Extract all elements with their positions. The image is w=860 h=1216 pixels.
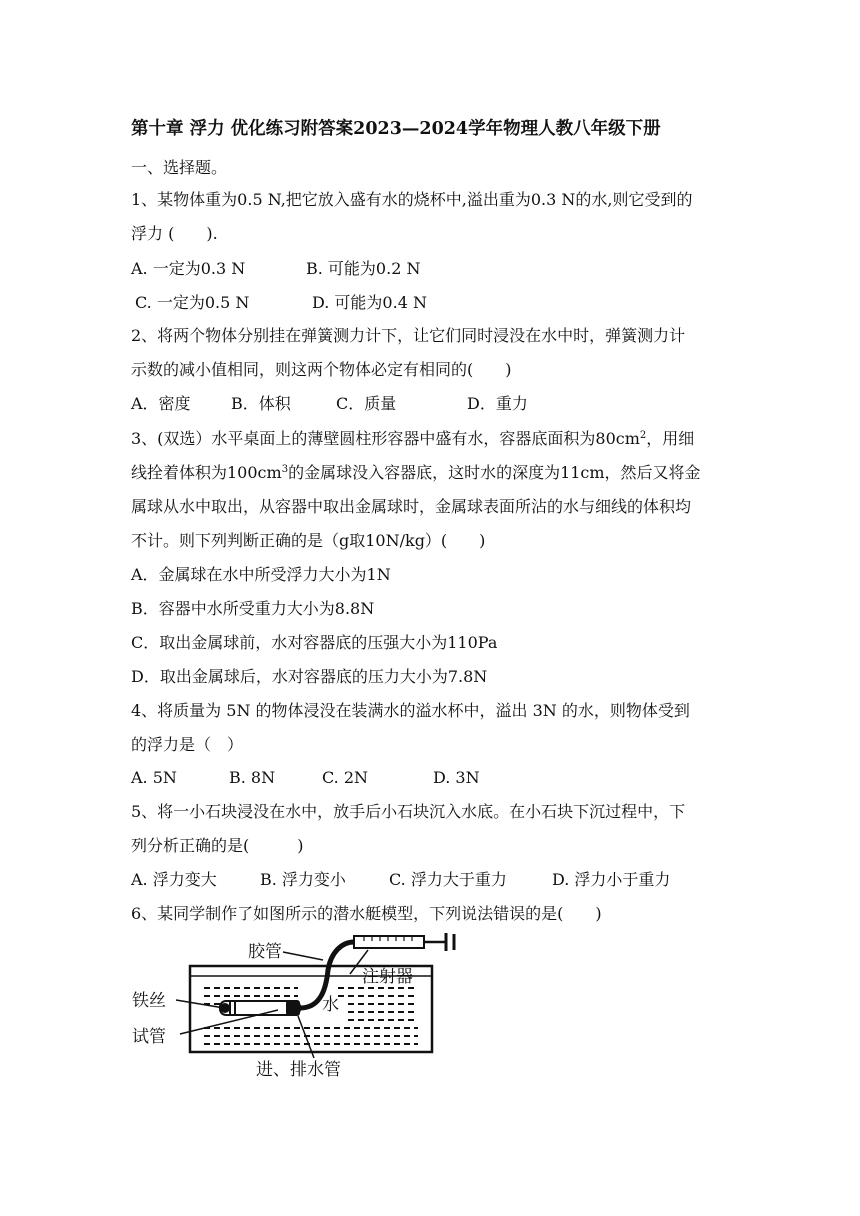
label-hose: 胶管 — [248, 942, 282, 962]
q5-option-a: A. 浮力变大 — [131, 870, 217, 889]
q1-option-a: A. 一定为0.3 N — [131, 259, 246, 278]
section-heading: 一、选择题。 — [131, 158, 228, 177]
q2-stem-line2: 示数的减小值相同，则这两个物体必定有相同的( ) — [131, 360, 512, 379]
q4-stem-line1: 4、将质量为 5N 的物体浸没在装满水的溢水杯中，溢出 3N 的水，则物体受到 — [131, 701, 690, 720]
label-iron-wire: 铁丝 — [132, 991, 166, 1011]
q5-option-b: B. 浮力变小 — [260, 870, 346, 889]
label-syringe: 注射器 — [362, 967, 413, 987]
q2-option-d: D．重力 — [467, 394, 528, 413]
q3-stem-line2: 线拴着体积为$100cm^3$的金属球没入容器底，这时水的深度为11cm，然后又将金 — [131, 463, 701, 482]
q2-stem-line1: 2、将两个物体分别挂在弹簧测力计下，让它们同时浸没在水中时，弹簧测力计 — [131, 326, 686, 345]
q3-stem-line4: 不计。则下列判断正确的是（g取10N/kg）( ) — [131, 531, 486, 550]
label-test-tube: 试管 — [132, 1027, 166, 1047]
q1-option-c: C. 一定为0.5 N — [135, 293, 250, 312]
q5-stem-line1: 5、将一小石块浸没在水中，放手后小石块沉入水底。在小石块下沉过程中，下 — [131, 802, 686, 821]
q4-option-c: C. 2N — [322, 768, 369, 787]
q5-stem-line2: 列分析正确的是( ) — [131, 836, 304, 855]
tube-stopper — [286, 1000, 300, 1016]
q3-stem-line1: 3、(双选）水平桌面上的薄壁圆柱形容器中盛有水，容器底面积为$80cm^2$，用细 — [131, 429, 695, 448]
q5-option-c: C. 浮力大于重力 — [389, 870, 507, 889]
q2-option-c: C．质量 — [336, 394, 397, 413]
q1-option-b: B. 可能为0.2 N — [306, 259, 421, 278]
q4-option-a: A. 5N — [131, 768, 177, 787]
q6-stem-line1: 6、某同学制作了如图所示的潜水艇模型，下列说法错误的是( ) — [131, 904, 602, 923]
q4-option-d: D. 3N — [433, 768, 480, 787]
q3-option-d: D．取出金属球后，水对容器底的压力大小为7.8N — [131, 667, 488, 686]
q4-option-b: B. 8N — [229, 768, 276, 787]
q1-stem-line2: 浮力 ( ). — [131, 224, 218, 243]
q3-stem-line3: 属球从水中取出，从容器中取出金属球时，金属球表面所沾的水与细线的体积均 — [131, 497, 692, 516]
q5-option-d: D. 浮力小于重力 — [552, 870, 671, 889]
q1-option-d: D. 可能为0.4 N — [312, 293, 427, 312]
q2-option-b: B．体积 — [231, 394, 291, 413]
label-water: 水 — [322, 995, 339, 1015]
q4-stem-line2: 的浮力是（ ） — [131, 735, 244, 754]
document-title: 第十章 浮力 优化练习附答案2023—2024学年物理人教八年级下册 — [131, 119, 661, 139]
q1-stem-line1: 1、某物体重为0.5 N,把它放入盛有水的烧杯中,溢出重为0.3 N的水,则它受到的 — [131, 190, 693, 209]
q3-option-b: B．容器中水所受重力大小为8.8N — [131, 599, 375, 618]
label-pipe: 进、排水管 — [256, 1060, 341, 1080]
q3-option-c: C．取出金属球前，水对容器底的压强大小为110Pa — [131, 633, 498, 652]
q2-option-a: A．密度 — [131, 394, 191, 413]
q3-option-a: A．金属球在水中所受浮力大小为1N — [131, 565, 391, 584]
submarine-model-figure — [128, 930, 468, 1080]
